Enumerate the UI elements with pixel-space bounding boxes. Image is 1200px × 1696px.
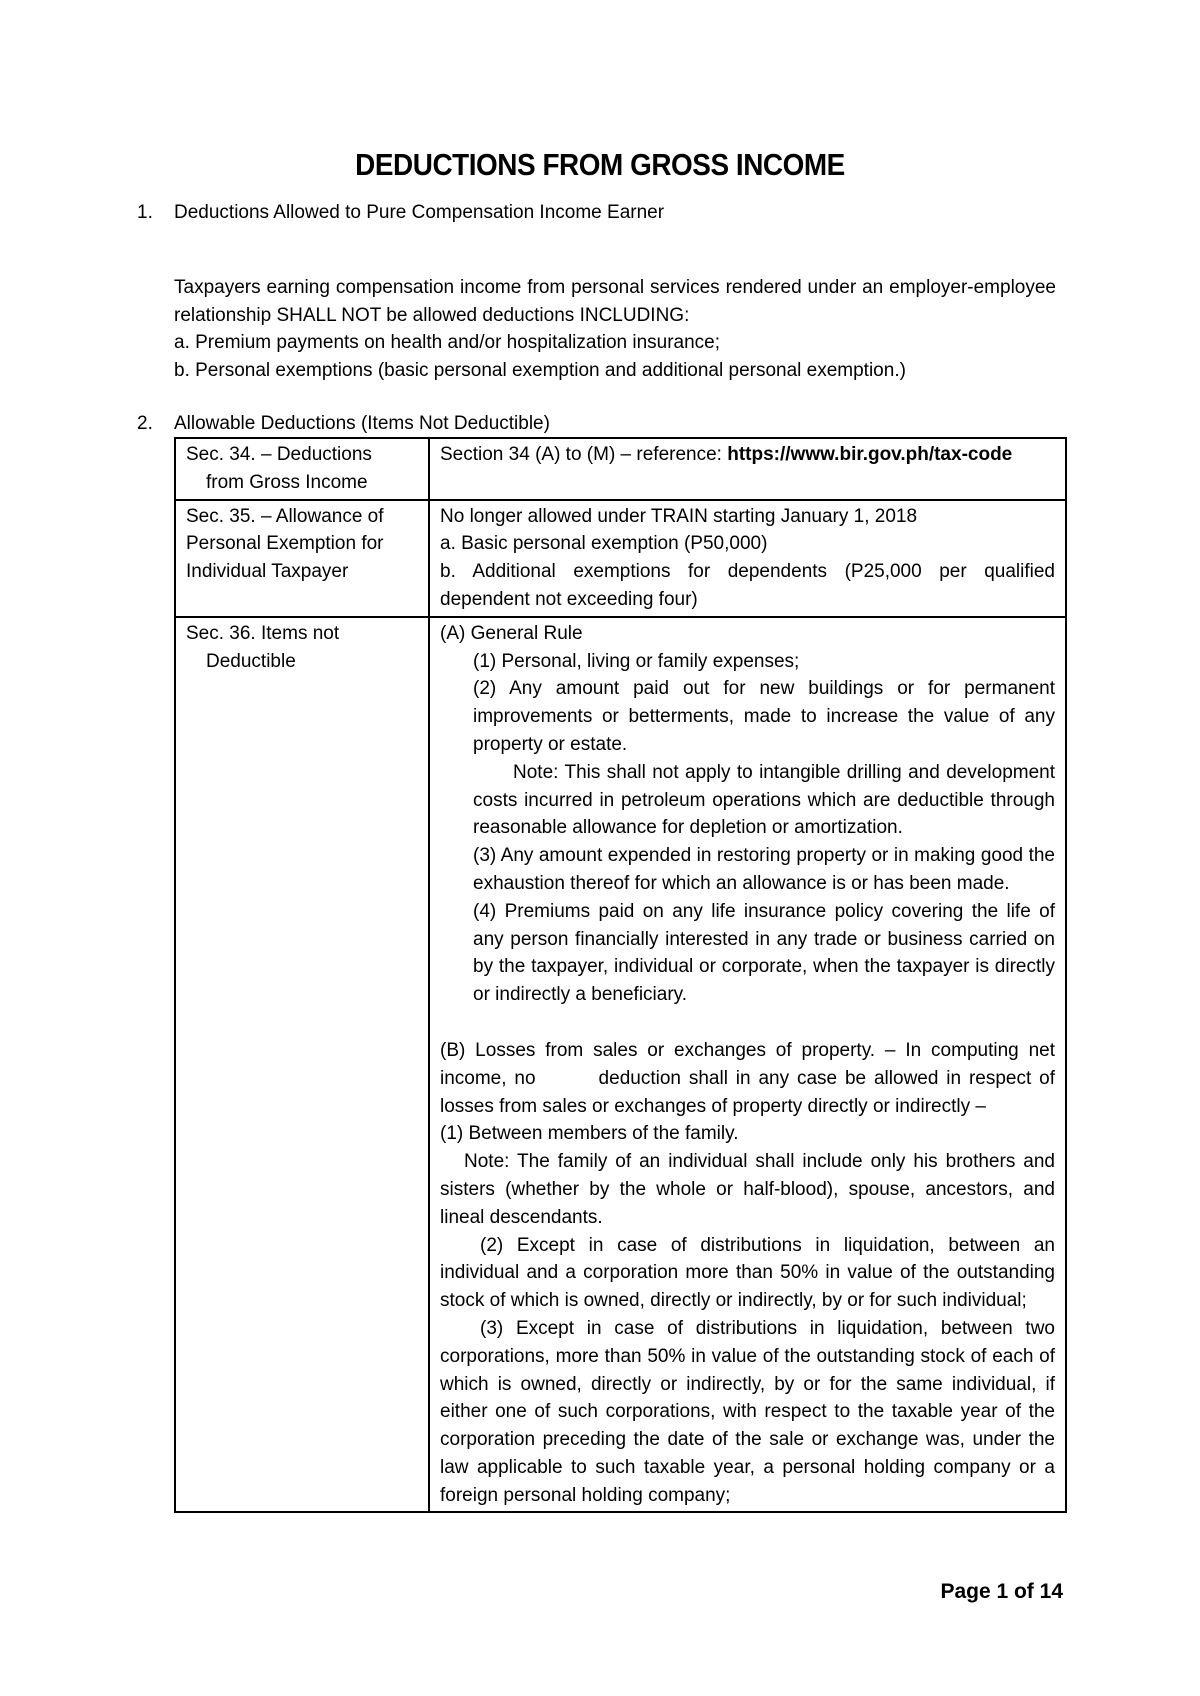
deductions-table (174, 437, 1067, 1513)
table-cell-content (429, 438, 1066, 500)
section1-item-b: b. Personal exemptions (basic personal exemption and additional personal exemption.) (174, 359, 906, 381)
row3-a3: (3) Any amount expended in restoring property or in making good the exhaustion thereof for which an allowance is or has been made. (473, 845, 1055, 894)
section1-heading: Deductions Allowed to Pure Compensation Income Earner (174, 202, 665, 223)
row3-a2: (2) Any amount paid out for new buildings or for permanent improvements or betterments, made to increase the value of any property or estate. (473, 678, 1055, 755)
section1-number: 1. (137, 202, 153, 223)
bir-tax-code-link[interactable]: https://www.bir.gov.ph/tax-code (727, 444, 1013, 465)
section1-body (174, 274, 1056, 384)
table-cell-label: Sec. 35. – Allowance of Personal Exemption for Individual Taxpayer (175, 500, 429, 617)
section1-item-a: a. Premium payments on health and/or hospitalization insurance; (174, 332, 721, 353)
row1-label-line2: from Gross Income (206, 471, 368, 493)
row1-label-line1: Sec. 34. – Deductions (186, 444, 372, 465)
section2-heading: Allowable Deductions (Items Not Deductible) (174, 413, 550, 434)
row2-line1: No longer allowed under TRAIN starting January 1, 2018 (440, 505, 918, 527)
table-cell-content (429, 500, 1066, 617)
table-row (175, 500, 1066, 617)
row3-label-line2: Deductible (206, 650, 296, 672)
row1-text: Section 34 (A) to (M) – reference: (440, 444, 728, 465)
table-cell-label (175, 617, 429, 1513)
table-row (175, 617, 1066, 1513)
row3-b1: (1) Between members of the family. (440, 1123, 739, 1145)
section2-number: 2. (137, 413, 153, 434)
table-cell-content (429, 617, 1066, 1513)
page-number: Page 1 of 14 (940, 1580, 1063, 1603)
table-row (175, 438, 1066, 500)
row2-line2: a. Basic personal exemption (P50,000) (440, 533, 768, 555)
row2-line3: b. Additional exemptions for dependents (P25,000 per qualified dependent not exceeding four) (440, 561, 1055, 610)
row3-label-line1: Sec. 36. Items not (186, 622, 340, 644)
row3-a1: (1) Personal, living or family expenses; (473, 650, 800, 672)
row3-b2: (2) Except in case of distributions in liquidation, between an individual and a corporation more than 50% in value of the outstanding stock of which is owned, directly or indirectly, by or for such individual; (440, 1234, 1055, 1312)
row3-a4: (4) Premiums paid on any life insurance policy covering the life of any person financially interested in any trade or business carried on by the taxpayer, individual or corporate, when the taxpayer is directly or indirectly a beneficiary. (473, 900, 1055, 1006)
row3-b3: (3) Except in case of distributions in liquidation, between two corporations, more than 50% in value of the outstanding stock of each of which is owned, directly or indirectly, by or for the same individual, if either one of such corporations, with respect to the taxable year of the corporation preceding the date of the sale or exchange was, under the law applicable to such taxable year, a personal holding company or a foreign personal holding company; (440, 1317, 1055, 1506)
row3-a2-note: Note: This shall not apply to intangible drilling and development costs incurred in petroleum operations which are deductible through reasonable allowance for depletion or amortization. (473, 761, 1055, 839)
section1-paragraph: Taxpayers earning compensation income from personal services rendered under an employer-employee relationship SHALL NOT be allowed deductions INCLUDING: (174, 277, 1056, 326)
page-title: DEDUCTIONS FROM GROSS INCOME (355, 147, 845, 182)
row3-b1-note: Note: The family of an individual shall include only his brothers and sisters (whether by the whole or half-blood), spouse, ancestors, and lineal descendants. (440, 1151, 1055, 1228)
row3-general-rule: (A) General Rule (440, 622, 583, 644)
table-cell-label (175, 438, 429, 500)
row3-b-intro: (B) Losses from sales or exchanges of property. – In computing net income, no deduction shall in any case be allowed in respect of losses from sales or exchanges of property directly or indirectly – (440, 1039, 1061, 1117)
